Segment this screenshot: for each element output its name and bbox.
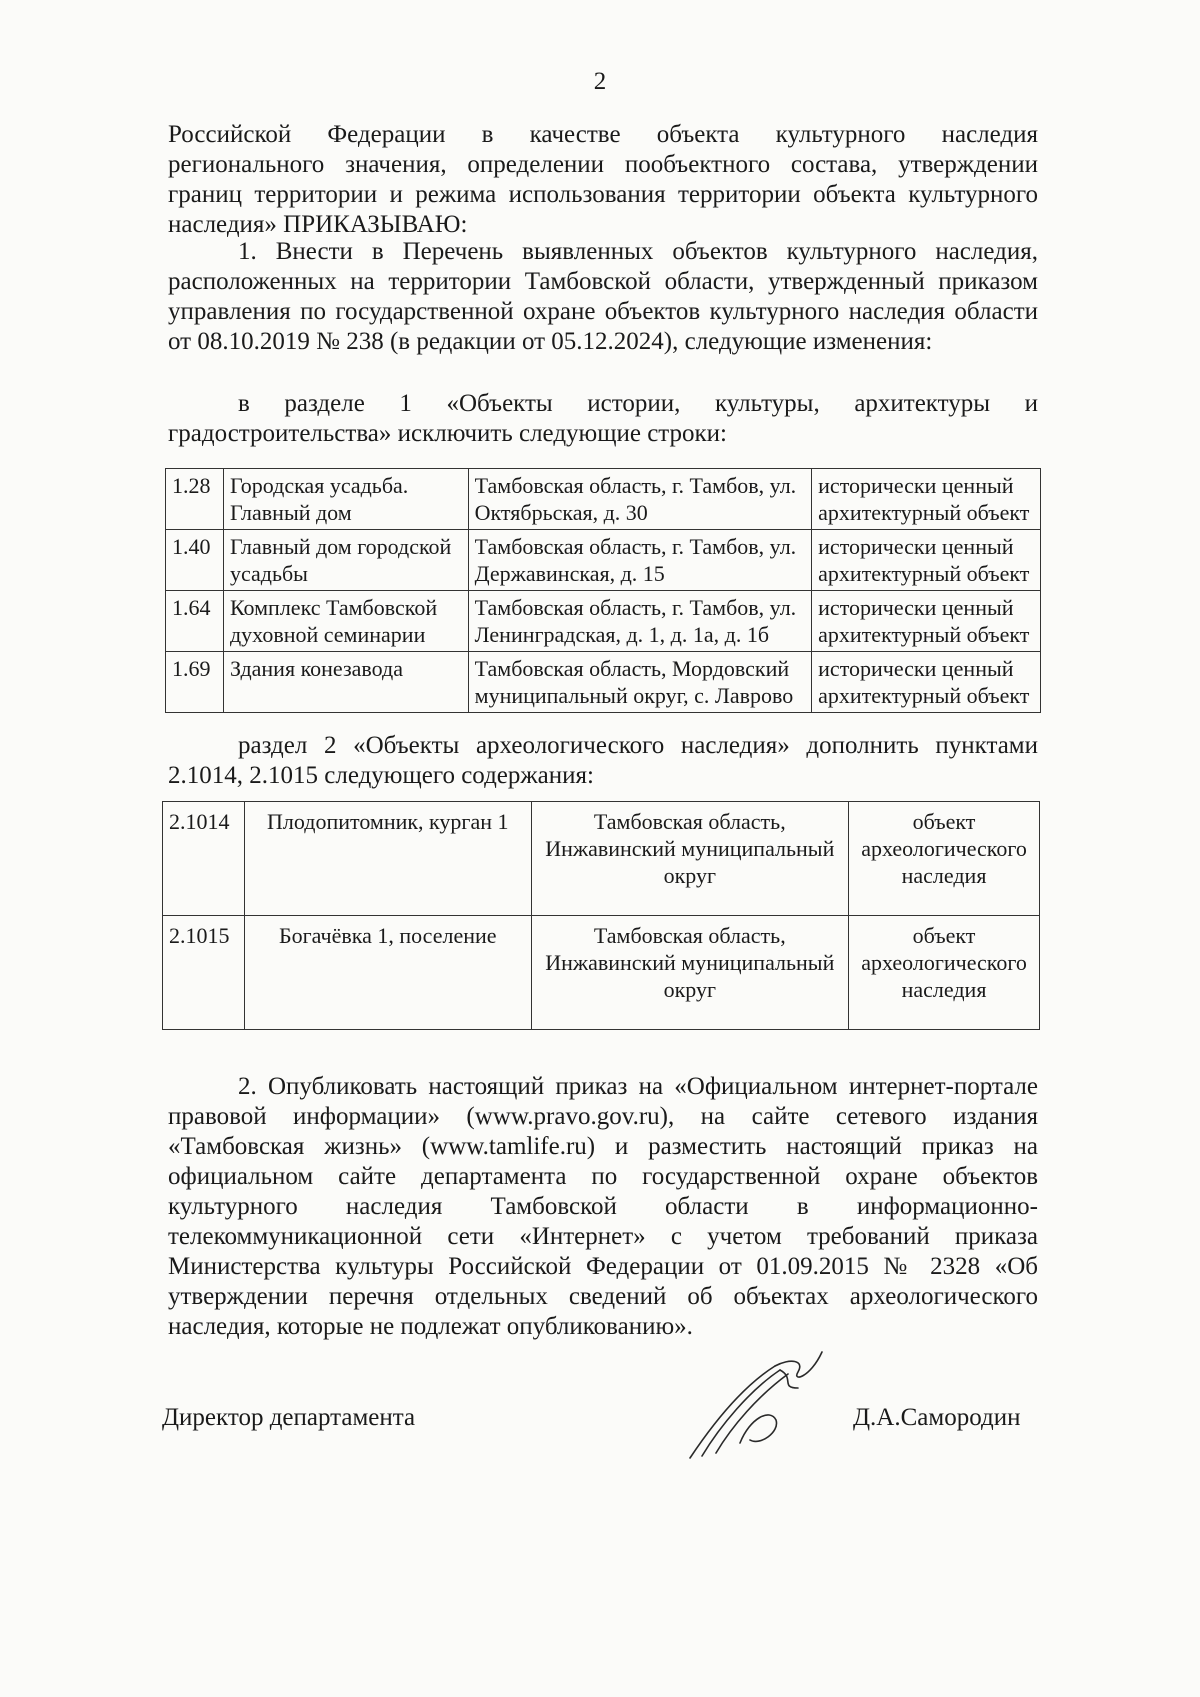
intro-line-1: Российской Федерации в качестве объекта культурного наследия: [168, 121, 1038, 148]
section-2-text: раздел 2 «Объекты археологического наследия» дополнить пунктами 2.1014, 2.1015 следующего содержания:: [168, 732, 1038, 789]
object-category: исторически ценный архитектурный объект: [812, 469, 1041, 530]
excluded-objects-table: [165, 468, 1041, 713]
object-category: исторически ценный архитектурный объект: [812, 530, 1041, 591]
row-number: 1.69: [166, 652, 224, 713]
object-category: исторически ценный архитектурный объект: [812, 591, 1041, 652]
row-number: 2.1014: [163, 802, 245, 916]
object-address: Тамбовская область, Инжавинский муниципальный округ: [531, 802, 848, 916]
object-name: Плодопитомник, курган 1: [244, 802, 531, 916]
object-name: Городская усадьба. Главный дом: [223, 469, 468, 530]
section-1-line-1: в разделе 1 «Объекты истории, культуры, архитектуры и: [238, 390, 1038, 417]
object-name: Здания конезавода: [223, 652, 468, 713]
row-number: 1.28: [166, 469, 224, 530]
added-objects-table: [162, 801, 1040, 1030]
table-row: [166, 469, 1041, 530]
object-name: Комплекс Тамбовской духовной семинарии: [223, 591, 468, 652]
handwritten-signature: [680, 1348, 840, 1463]
table-row: [166, 591, 1041, 652]
object-address: Тамбовская область, Мордовский муниципальный округ, с. Лаврово: [468, 652, 812, 713]
object-category: исторически ценный архитектурный объект: [812, 652, 1041, 713]
row-number: 1.40: [166, 530, 224, 591]
object-address: Тамбовская область, г. Тамбов, ул. Октябрьская, д. 30: [468, 469, 812, 530]
intro-text: регионального значения, определении пообъектного состава, утверждении границ территории и режима использования территории объекта культурного наследия» ПРИКАЗЫВАЮ:: [168, 151, 1038, 238]
object-category: объект археологического наследия: [849, 802, 1040, 916]
object-address: Тамбовская область, Инжавинский муниципальный округ: [531, 916, 848, 1030]
item-1-text: 1. Внести в Перечень выявленных объектов культурного наследия, расположенных на территории Тамбовской области, утвержденный приказом управления по государственной охране объектов культурного наследия области от 08.10.2019 № 238 (в редакции от 05.12.2024), следующие изменения:: [168, 238, 1038, 355]
item-2-text: 2. Опубликовать настоящий приказ на «Официальном интернет-портале правовой информации» (www.pravo.gov.ru), на сайте сетевого издания «Тамбовская жизнь» (www.tamlife.ru) и разместить настоящий приказ на официальном сайте департамента по государственной охране объектов культурного наследия Тамбовской области в информационно-телекоммуникационной сети «Интернет» с учетом требований приказа Министерства культуры Российской Федерации от 01.09.2015 № 2328 «Об утверждении перечня отдельных сведений об объектах археологического наследия, которые не подлежат опубликованию».: [168, 1073, 1038, 1340]
signatory-name: Д.А.Самородин: [853, 1404, 1021, 1431]
object-name: Богачёвка 1, поселение: [244, 916, 531, 1030]
object-category: объект археологического наследия: [849, 916, 1040, 1030]
row-number: 1.64: [166, 591, 224, 652]
signatory-role: Директор департамента: [162, 1404, 416, 1431]
section-1-line-2: градостроительства» исключить следующие строки:: [168, 420, 727, 447]
table-row: [166, 530, 1041, 591]
object-address: Тамбовская область, г. Тамбов, ул. Державинская, д. 15: [468, 530, 812, 591]
table-row: [166, 652, 1041, 713]
table-row: [163, 916, 1040, 1030]
page-number: 2: [593, 68, 607, 95]
object-address: Тамбовская область, г. Тамбов, ул. Ленинградская, д. 1, д. 1а, д. 1б: [468, 591, 812, 652]
object-name: Главный дом городской усадьбы: [223, 530, 468, 591]
row-number: 2.1015: [163, 916, 245, 1030]
table-row: [163, 802, 1040, 916]
